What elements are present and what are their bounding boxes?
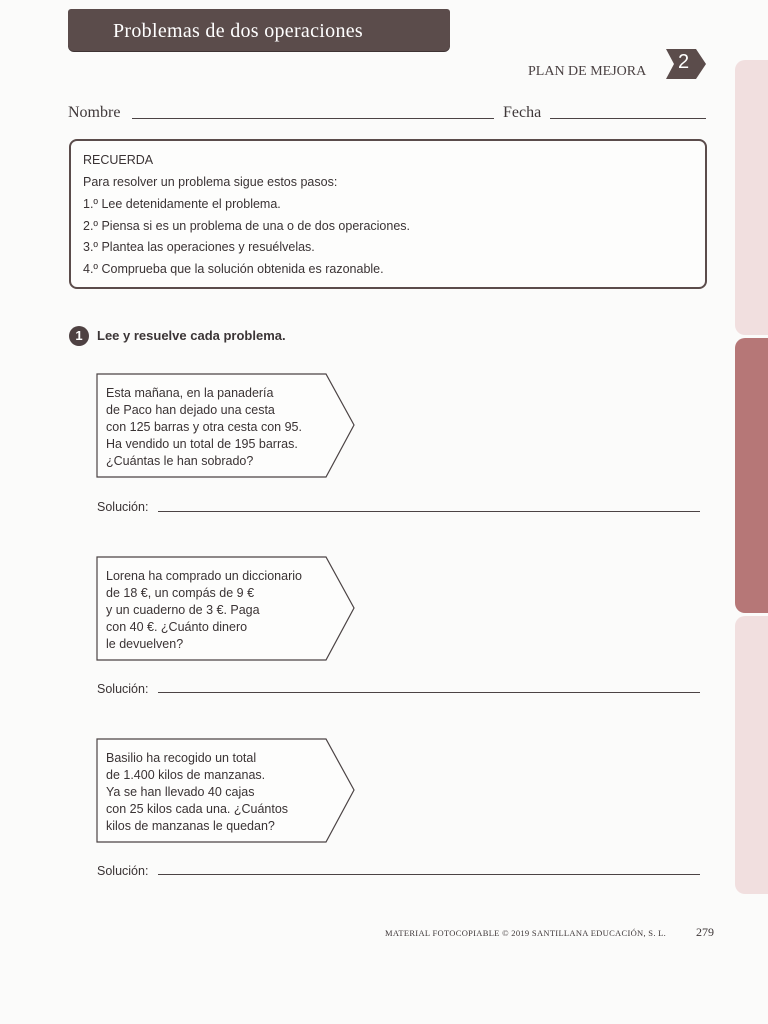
footer-copyright: MATERIAL FOTOCOPIABLE © 2019 SANTILLANA EDUCACIÓN, S. L.: [385, 928, 667, 938]
date-line[interactable]: [550, 118, 706, 119]
recuerda-intro: Para resolver un problema sigue estos pasos:: [83, 175, 338, 189]
problem-box-3: [96, 738, 356, 842]
recuerda-step: 2.º Piensa si es un problema de una o de dos operaciones.: [83, 219, 411, 233]
problem-box-2: [96, 556, 356, 660]
side-tab-active: [735, 338, 768, 613]
solution-label: Solución:: [97, 864, 149, 878]
plan-number: 2: [678, 51, 690, 73]
solution-line-1[interactable]: [158, 511, 700, 512]
recuerda-step: 4.º Comprueba que la solución obtenida es razonable.: [83, 262, 384, 276]
recuerda-box: [69, 139, 707, 289]
problem-text: Esta mañana, en la panadería de Paco han dejado una cesta con 125 barras y otra cesta con 95. Ha vendido un total de 195 barras. ¿Cuántas le han sobrado?: [106, 386, 302, 468]
exercise-instruction: Lee y resuelve cada problema.: [97, 328, 286, 343]
plan-label: PLAN DE MEJORA: [528, 64, 647, 79]
name-line[interactable]: [132, 118, 494, 119]
solution-label: Solución:: [97, 500, 149, 514]
side-tab: [735, 616, 768, 894]
plan-badge: [666, 49, 706, 79]
recuerda-step: 3.º Plantea las operaciones y resuélvelas.: [83, 240, 315, 254]
solution-line-3[interactable]: [158, 874, 700, 875]
page-number: 279: [696, 925, 714, 939]
solution-label: Solución:: [97, 682, 149, 696]
solution-line-2[interactable]: [158, 692, 700, 693]
recuerda-step: 1.º Lee detenidamente el problema.: [83, 197, 281, 211]
exercise-number-badge: 1: [69, 326, 89, 346]
page-title: Problemas de dos operaciones: [113, 20, 364, 42]
date-label: Fecha: [503, 104, 542, 121]
problem-text: Basilio ha recogido un total de 1.400 kilos de manzanas. Ya se han llevado 40 cajas con 25 kilos cada una. ¿Cuántos kilos de manzanas le quedan?: [106, 751, 289, 833]
problem-text: Lorena ha comprado un diccionario de 18 €, un compás de 9 € y un cuaderno de 3 €. Paga con 40 €. ¿Cuánto dinero le devuelven?: [106, 569, 302, 651]
name-label: Nombre: [68, 104, 121, 121]
recuerda-heading: RECUERDA: [83, 153, 154, 167]
problem-box-1: [96, 373, 356, 477]
title-banner: [68, 9, 450, 51]
side-tab: [735, 60, 768, 335]
